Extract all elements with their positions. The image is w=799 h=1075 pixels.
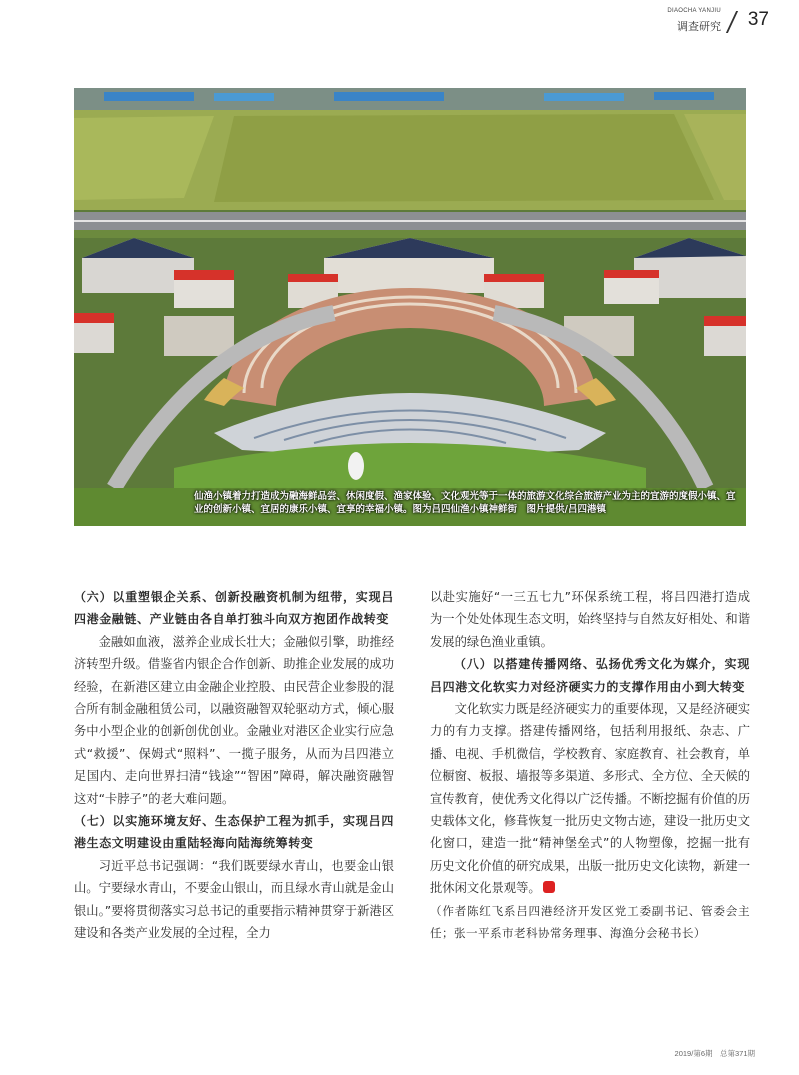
section-paragraph-7: 习近平总书记强调：“我们既要绿水青山，也要金山银山。宁要绿水青山，不要金山银山，而且绿水青山就是金山银山。”要将贯彻落实习总书记的重要指示精神贯穿于新港区建设和各类产业发展的全过程，全力 — [74, 858, 394, 941]
section-paragraph-8 — [430, 698, 750, 900]
section-paragraph-7-continued: 以赴实施好“一三五七九”环保系统工程，将吕四港打造成为一个处处体现生态文明，始终坚持与自然友好相处、和谐发展的绿色渔业重镇。 — [430, 590, 750, 649]
page-number: 37 — [747, 9, 769, 30]
section-paragraph-8-text: 文化软实力既是经济硬实力的重要体现，又是经济硬实力的有力支撑。搭建传播网络，包括利用报纸、杂志、广播、电视、手机微信，学校教育、家庭教育、社会教育，单位橱窗、板报、墙报等多渠道、多形式、全方位、全天候的宣传教育，使优秀文化得以广泛传播。不断挖掘有价值的历史载体文化，修葺恢复一批历史文物古迹，建设一批历史文化窗口，建造一批“精神堡垒式”的人物塑像，挖掘一批有历史文化价值的研究成果，出版一批历史文化读物，新建一批休闲文化景观等。 — [430, 702, 750, 896]
section-heading-7: （七）以实施环境友好、生态保护工程为抓手，实现吕四港生态文明建设由重陆轻海向陆海统筹转变 — [74, 814, 394, 851]
section-heading-8: （八）以搭建传播网络、弘扬优秀文化为媒介，实现吕四港文化软实力对经济硬实力的支撑作用由小到大转变 — [430, 657, 750, 694]
section-paragraph-6: 金融如血液，滋养企业成长壮大；金融似引擎，助推经济转型升级。借鉴省内银企合作创新、助推企业发展的成功经验，在新港区建立由金融企业控股、由民营企业参股的混合所有制金融租赁公司，以融资融智双轮驱动方式，倾心服务中小型企业的创新创优创业。金融业对港区企业实行应急式“救援”、保姆式“照料”、一揽子服务，从而为吕四港立足国内、走向世界扫清“钱途”“智困”障碍，解决融资融智这对“卡脖子”的老大难问题。 — [74, 634, 394, 806]
left-column — [74, 586, 394, 945]
header-divider — [726, 11, 738, 33]
aerial-town-photo — [74, 88, 746, 526]
section-title: 调查研究 — [677, 20, 721, 33]
author-note: （作者陈红飞系吕四港经济开发区党工委副书记、管委会主任；张一平系市老科协常务理事、海渔分会秘书长） — [430, 903, 750, 941]
right-column — [430, 586, 750, 945]
photo-caption: 仙渔小镇着力打造成为融海鲜品尝、休闲度假、渔家体验、文化观光等于一体的旅游文化综合旅游产业为主的宜游的度假小镇、宜业的创新小镇、宜居的康乐小镇、宜享的幸福小镇。图为吕四仙渔小镇神鲜街 图片提供/吕四港镇 — [194, 491, 736, 515]
section-heading-6: （六）以重塑银企关系、创新投融资机制为纽带，实现吕四港金融链、产业链由各自单打独斗向双方抱团作战转变 — [74, 590, 394, 627]
article-end-icon — [543, 881, 555, 893]
journal-name-en: DIAOCHA YANJIU — [667, 8, 721, 14]
issue-info: 2019/第6期 总第371期 — [674, 1049, 755, 1058]
